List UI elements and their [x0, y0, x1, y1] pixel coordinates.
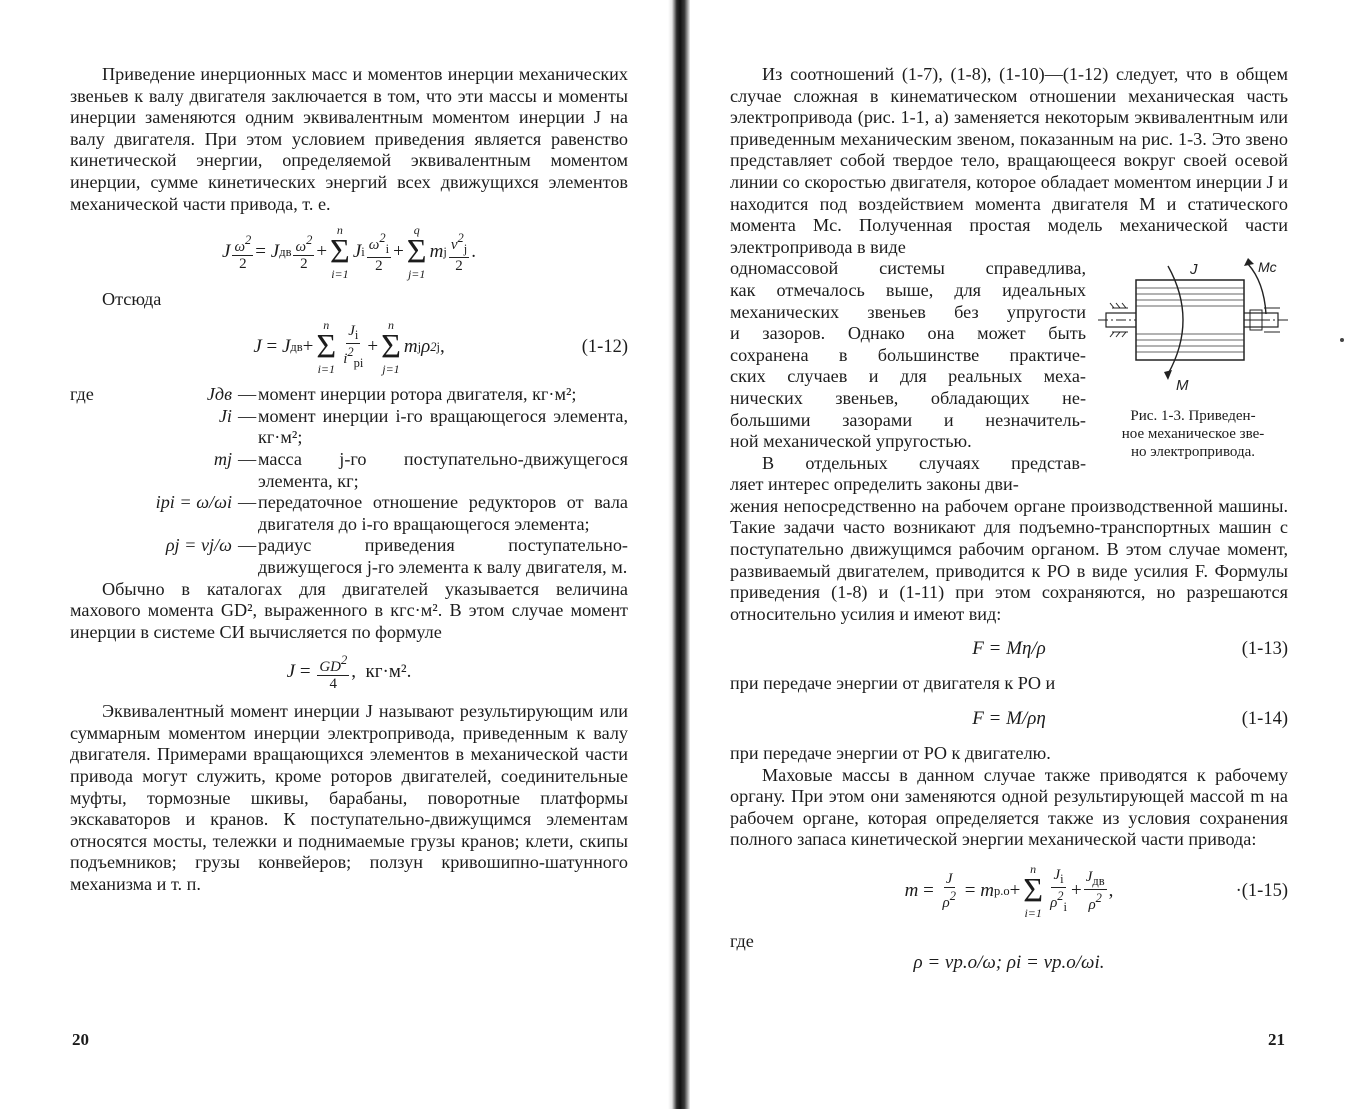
- left-paragraph-1: Приведение инерционных масс и моментов инерции механических звеньев к валу двигателя заключается в том, что эти массы и моменты инерции заменяются одним эквивалентным моментом инерции J на валу двигателя. При этом условием приведения является равенство кинетической энергии, определяемой эквивалентным моментом инерции, сумме кинетических энергий всех движущихся элементов механической части привода, т. е.: [70, 64, 628, 214]
- text-line: ских случаев и для реальных меха-: [730, 366, 1086, 387]
- text-line: большими зазорами и незначитель-: [730, 409, 1086, 430]
- caption-line: Рис. 1-3. Приведен-: [1130, 408, 1256, 425]
- left-paragraph-3: Эквивалентный момент инерции J называют результирующим или суммарным моментом инерции электропривода, приведенным к валу двигателя. Примерами вращающихся элементов в механической части привода могут служить, кроме роторов двигателей, соединительные муфты, тормозные шкивы, барабаны, поворотные платформы экскаваторов и кранов. К поступательно-движущимся элементам относятся мосты, тележки и поднимаемые грузы кранов; клети, скипы подъемников; грузы конвейеров; ползун кривошипно-шатунного механизма и т. п.: [70, 701, 628, 895]
- equation-number-1-15: ·(1-15): [1235, 880, 1288, 901]
- gde-label: где: [70, 384, 94, 405]
- text-line: ной механической упругостью.: [730, 431, 972, 452]
- equation-1-13: [730, 629, 1288, 669]
- equation-1-14: [730, 699, 1288, 739]
- right-paragraph-2: жения непосредственно на рабочем органе производственной машины. Такие задачи часто возникают для подъемно-транспортных машин с поступательно движущимся рабочим органом. В этом случае момент, развиваемый двигателем, приводится к PO в виде усилия F. Формулы приведения (1-8) и (1-11) при этом сохраняются, но разрешаются относительно усилия и имеют вид:: [730, 495, 1288, 624]
- equation-1-15: m = $\frac{J}{\rho^2}$ = m p.o + n Σ i=1 $\frac{J_i}{\rho^2_i}$ + $\frac{J_{дв}}{\rho^2}$ , ·(1-15): [904, 862, 1288, 920]
- definition-symbol: ρj = vj/ω: [165, 535, 232, 556]
- text-after-1-14: при передаче энергии от PO к двигателю.: [730, 743, 1051, 764]
- text-after-1-13: при передаче энергии от двигателя к PO и: [730, 673, 1056, 694]
- text-line: и зазоров. Однако она может быть: [730, 323, 1086, 344]
- definition-item: ρj = vj/ω — радиус приведения поступательно-движущегося j-го элемента к валу двигателя, м.: [70, 535, 628, 578]
- figure-side-text: [730, 258, 1086, 496]
- text-line: нических звеньев, обладающих не-: [730, 387, 1086, 408]
- equation-number-1-13: (1-13): [1241, 638, 1288, 659]
- equation-1-12: J = J дв + n Σ i=1 $\frac{J_i}{i^2_{pi}}$ + n Σ j=1 m j ρ 2 j , (1-12): [253, 318, 628, 377]
- equation-kinetic-energy: J $\frac{\omega^2}{2}$ = J дв $\frac{\omega^2}{2}$ + n Σ i=1 J i $\frac{\omega^2_i}{2}$ + q Σ j=1 m j $\frac{v^2_j}{2}$ .: [222, 223, 476, 282]
- equation-1-14-body: F = M/ρη: [972, 708, 1046, 730]
- label-m: M: [1176, 377, 1189, 395]
- definition-text: момент инерции ротора двигателя, кг·м²;: [258, 384, 577, 405]
- text-line: механических звеньев без упругости: [730, 301, 1086, 322]
- equation-rho-body: ρ = vp.o/ω; ρi = vp.o/ωi.: [913, 952, 1105, 973]
- text-line: одномассовой системы справедлива,: [730, 258, 1086, 279]
- definition-text: масса j-го поступательно-движущегося элемента, кг;: [258, 448, 628, 491]
- scan-speck: [1340, 338, 1344, 342]
- book-gutter: [668, 0, 690, 1109]
- definition-text: момент инерции i-го вращающегося элемента, кг·м²;: [258, 405, 628, 448]
- label-j: J: [1190, 261, 1198, 279]
- caption-line: но электропривода.: [1130, 444, 1256, 461]
- figure-caption: [1098, 407, 1288, 461]
- equation-rho: [730, 948, 1288, 978]
- definitions-list: [70, 384, 628, 578]
- right-page: [730, 64, 1288, 982]
- reduced-mechanical-link-diagram: [1098, 258, 1288, 398]
- right-paragraph-3: Маховые массы в данном случае также приводятся к рабочему органу. При этом они заменяются одной результирующей массой m на рабочем органе, которая определяется также из условия сохранения полного запаса кинетической энергии механической части привода:: [730, 764, 1288, 850]
- definition-text: передаточное отношение редукторов от вала двигателя до i-го вращающегося элемента;: [258, 492, 628, 534]
- left-page: [70, 64, 628, 896]
- definition-item: Ji — момент инерции i-го вращающегося элемента, кг·м²;: [70, 406, 628, 449]
- label-mc: Mc: [1258, 259, 1277, 276]
- equation-number-1-14: (1-14): [1241, 708, 1288, 729]
- definition-item: mj — масса j-го поступательно-движущегося элемента, кг;: [70, 449, 628, 492]
- otsyuda-label: Отсюда: [102, 289, 162, 310]
- figure-block: [730, 258, 1288, 496]
- text-line: ляет интерес определить законы дви-: [730, 474, 1019, 495]
- definition-symbol: Ji: [218, 405, 232, 426]
- definition-item: ipi = ω/ωi — передаточное отношение редукторов от вала двигателя до i-го вращающегося элемента;: [70, 492, 628, 535]
- definition-symbol: mj: [213, 448, 232, 469]
- definition-symbol: ipi = ω/ωi: [155, 492, 232, 513]
- equation-number-1-12: (1-12): [581, 336, 628, 357]
- equation-1-13-body: F = Mη/ρ: [972, 638, 1046, 660]
- left-paragraph-2: Обычно в каталогах для двигателей указывается величина махового момента GD², выраженного в кгс·м². В этом случае момент инерции в системе СИ вычисляется по формуле: [70, 578, 628, 642]
- unit-kg-m2: кг·м².: [365, 661, 412, 683]
- definition-symbol: Jдв: [206, 384, 232, 405]
- page-number-right: 21: [1268, 1030, 1285, 1049]
- equation-gd2: J = $\frac{GD^2}{4}$ , кг·м².: [286, 653, 412, 693]
- gde-label-right: где: [730, 931, 754, 951]
- text-line: сохранена в большинстве практиче-: [730, 344, 1086, 365]
- text-line: как отмечалось выше, для идеальных: [730, 279, 1086, 300]
- right-paragraph-1: Из соотношений (1-7), (1-8), (1-10)—(1-12) следует, что в общем случае сложная в кинематическом отношении механическая часть электропривода (рис. 1-1, а) заменяется некоторым эквивалентным или приведенным механическим звеном, показанным на рис. 1-3. Это звено представляет собой твердое тело, вращающееся вокруг своей осевой линии со скоростью двигателя, которое обладает моментом инерции J и находится под воздействием момента двигателя M и статического момента Mc. Полученная простая модель механической части электропривода в виде: [730, 64, 1288, 257]
- caption-line: ное механическое зве-: [1121, 426, 1265, 443]
- definition-item: Jдв — момент инерции ротора двигателя, кг·м²;: [70, 384, 628, 406]
- text-line: В отдельных случаях представ-: [762, 452, 1086, 473]
- figure-1-3: [1098, 258, 1288, 496]
- definition-text: радиус приведения поступательно-движущегося j-го элемента к валу двигателя, м.: [258, 535, 628, 577]
- page-number-left: 20: [72, 1030, 89, 1049]
